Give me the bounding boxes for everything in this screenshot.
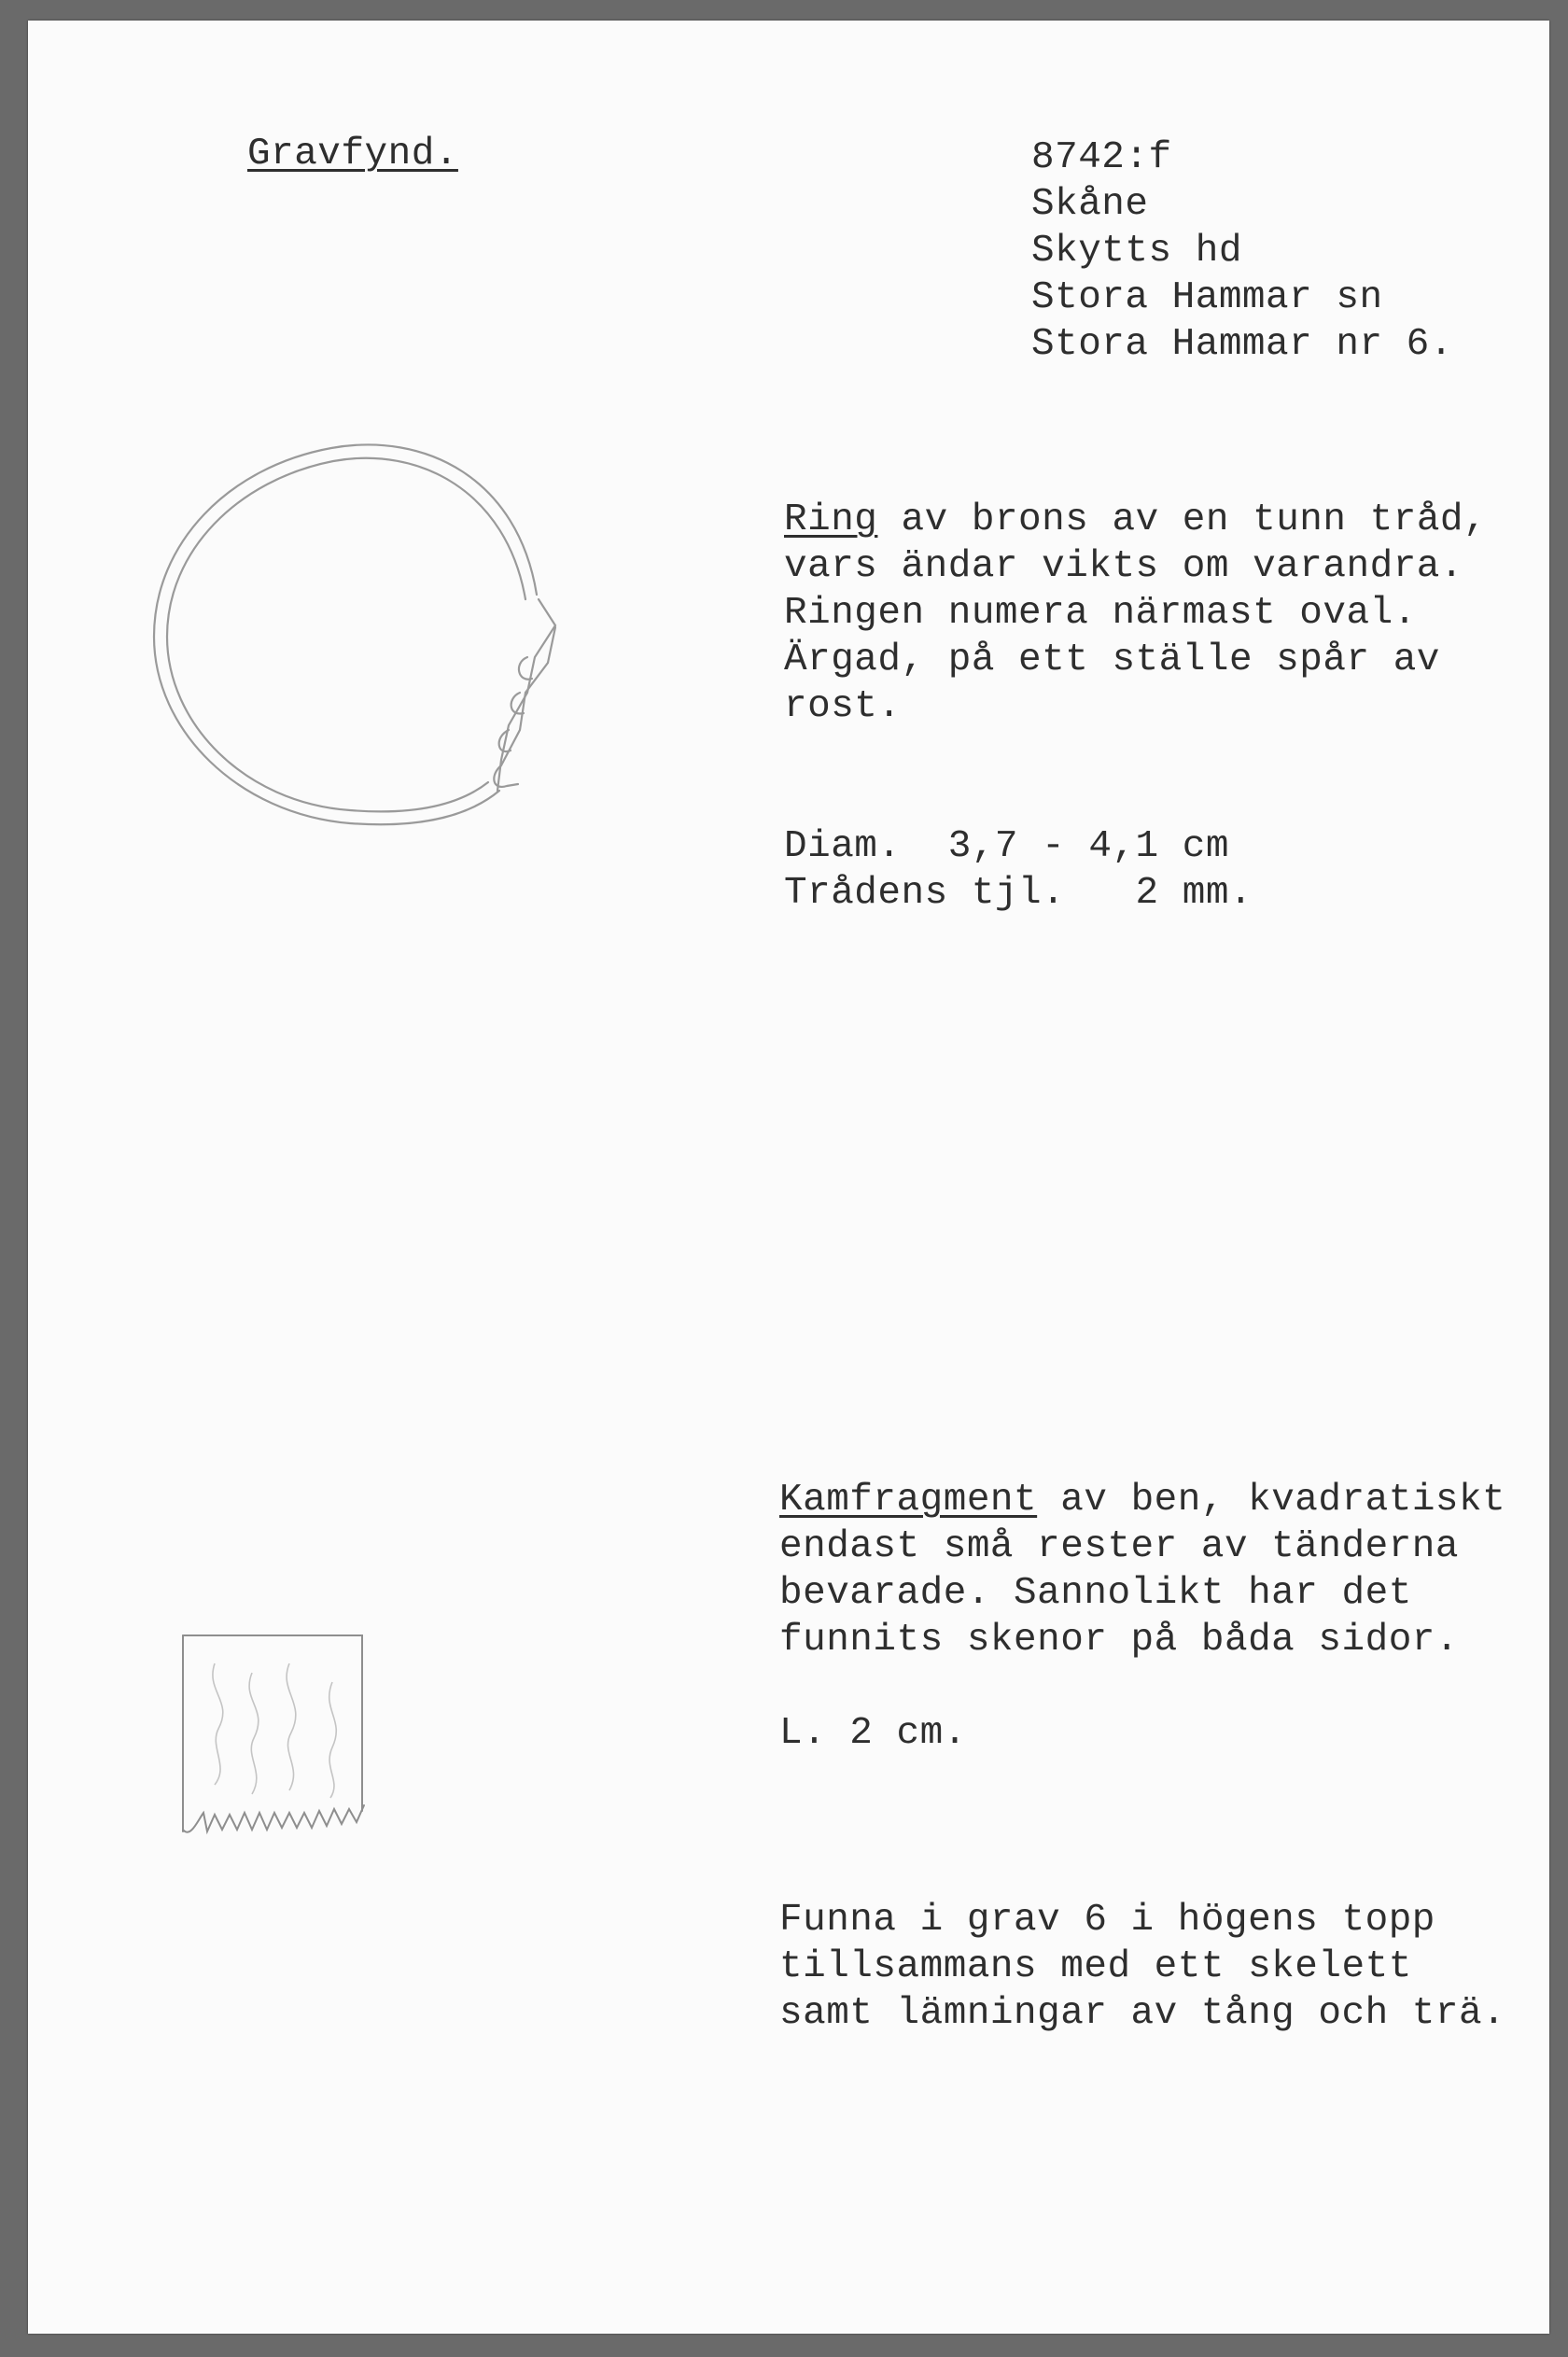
catalog-number: 8742:f xyxy=(1031,136,1172,179)
location-province: Skåne xyxy=(1031,183,1149,226)
ring-drawing xyxy=(117,413,602,898)
ring-diameter: Diam. 3,7 - 4,1 cm xyxy=(784,825,1229,868)
comb-description-line-4: funnits skenor på båda sidor. xyxy=(779,1619,1460,1662)
ring-description-line-4: Ärgad, på ett ställe spår av xyxy=(784,638,1440,681)
ring-description-line-2: vars ändar vikts om varandra. xyxy=(784,545,1464,588)
catalog-card xyxy=(28,21,1549,2334)
ring-description-line-3: Ringen numera närmast oval. xyxy=(784,592,1417,635)
comb-fragment-drawing xyxy=(149,1598,429,1878)
ring-name: Ring xyxy=(784,498,878,541)
comb-description-line-3: bevarade. Sannolikt har det xyxy=(779,1572,1412,1615)
location-parish: Stora Hammar sn xyxy=(1031,276,1383,319)
find-context-line-2: tillsammans med ett skelett xyxy=(779,1945,1412,1988)
category-label: Gravfynd. xyxy=(247,133,458,175)
find-context-line-1: Funna i grav 6 i högens topp xyxy=(779,1899,1435,1942)
location-site: Stora Hammar nr 6. xyxy=(1031,323,1453,366)
location-district: Skytts hd xyxy=(1031,230,1242,273)
ring-thickness: Trådens tjl. 2 mm. xyxy=(784,872,1253,915)
ring-description-line-5: rost. xyxy=(784,685,902,728)
comb-description-line-2: endast små rester av tänderna xyxy=(779,1525,1460,1568)
comb-length: L. 2 cm. xyxy=(779,1712,967,1755)
comb-description-line-1: av ben, kvadratiskt xyxy=(1037,1479,1506,1522)
comb-description xyxy=(779,1477,1505,1523)
comb-name: Kamfragment xyxy=(779,1479,1038,1522)
ring-description xyxy=(784,497,1487,543)
find-context-line-3: samt lämningar av tång och trä. xyxy=(779,1992,1506,2035)
ring-description-line-1: av brons av en tunn tråd, xyxy=(877,498,1488,541)
